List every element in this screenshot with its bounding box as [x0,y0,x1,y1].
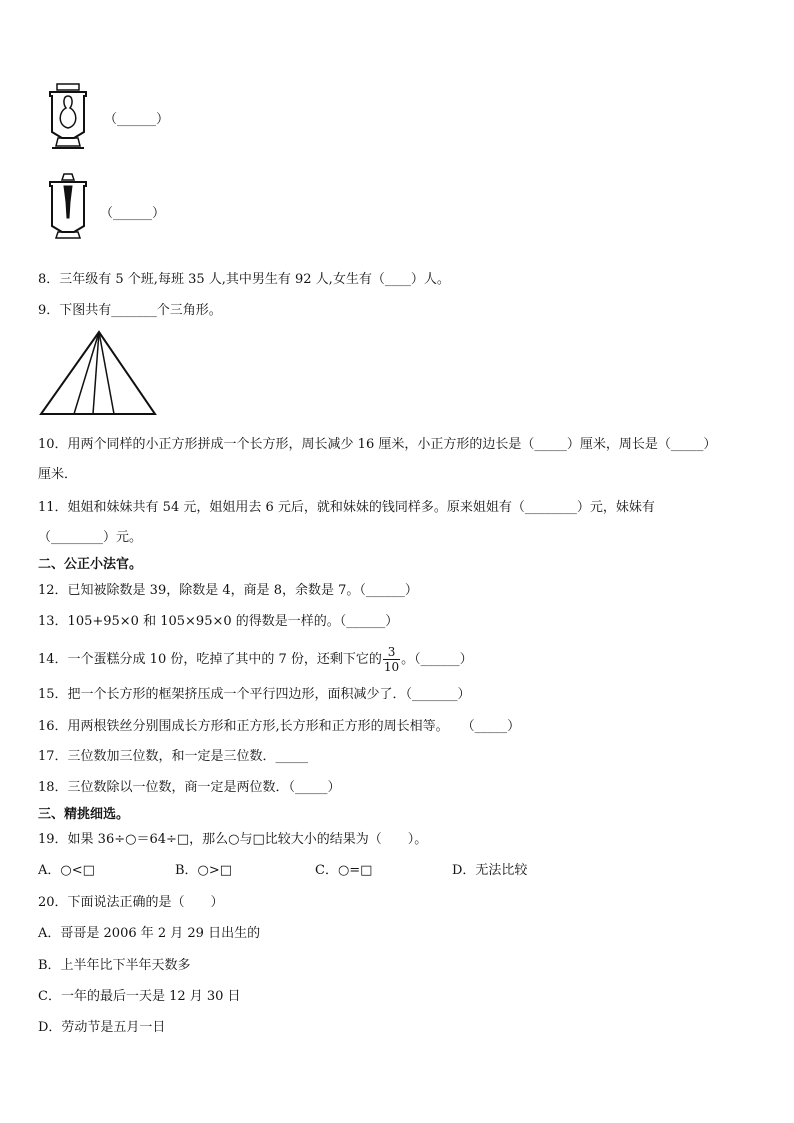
question-14-text: 14．一个蛋糕分成 10 份，吃掉了其中的 7 份，还剩下它的 [38,652,382,667]
question-18: 18．三位数除以一位数，商一定是两位数．（_____） [38,780,341,795]
question-19-option-b[interactable]: B．○>□ [175,863,233,878]
vase-1-answer-blank[interactable]: （______） [104,112,170,127]
vase-figure-1 [44,82,94,154]
question-8: 8．三年级有 5 个班,每班 35 人,其中男生有 92 人,女生有（____）人。 [38,272,450,287]
section-2-heading: 二、公正小法官。 [38,557,143,572]
vase-2-answer-blank[interactable]: （______） [100,206,166,221]
fraction-numerator: 3 [383,645,400,660]
question-20-option-a[interactable]: A．哥哥是 2006 年 2 月 29 日出生的 [38,926,261,941]
question-15: 15．把一个长方形的框架挤压成一个平行四边形，面积减少了．（_______） [38,687,471,702]
fraction [383,645,400,674]
question-14 [38,642,473,678]
question-20-option-d[interactable]: D．劳动节是五月一日 [38,1020,166,1035]
question-19: 19．如果 36÷○＝64÷□，那么○与□比较大小的结果为（ ）。 [38,832,428,847]
question-13: 13．105+95×0 和 105×95×0 的得数是一样的。（______） [38,614,399,629]
question-17: 17．三位数加三位数，和一定是三位数．_____ [38,749,309,764]
question-20-option-b[interactable]: B．上半年比下半年天数多 [38,958,191,973]
question-10-line-2: 厘米． [38,467,78,482]
question-19-option-a[interactable]: A．○<□ [38,863,95,878]
question-12: 12．已知被除数是 39，除数是 4，商是 8，余数是 7。（______） [38,583,418,598]
question-11-line-2: （________）元。 [38,530,143,545]
question-19-option-d[interactable]: D．无法比较 [452,863,528,878]
triangle-figure [38,330,158,418]
section-3-heading: 三、精挑细选。 [38,807,130,822]
question-14-tail: 。（______） [401,652,473,667]
question-9: 9．下图共有_______个三角形。 [38,303,222,318]
fraction-denominator: 10 [383,660,400,674]
question-19-option-c[interactable]: C．○=□ [315,863,373,878]
vase-figure-2 [44,172,94,244]
question-10-line-1: 10．用两个同样的小正方形拼成一个长方形，周长减少 16 厘米，小正方形的边长是（_____）厘米，周长是（_____） [38,437,717,452]
question-20: 20．下面说法正确的是（ ） [38,895,224,910]
question-11-line-1: 11．姐姐和妹妹共有 54 元，姐姐用去 6 元后，就和妹妹的钱同样多。原来姐姐有（________）元，妹妹有 [38,500,655,515]
question-20-option-c[interactable]: C．一年的最后一天是 12 月 30 日 [38,989,241,1004]
question-16: 16．用两根铁丝分别围成长方形和正方形,长方形和正方形的周长相等。 （_____） [38,719,521,734]
